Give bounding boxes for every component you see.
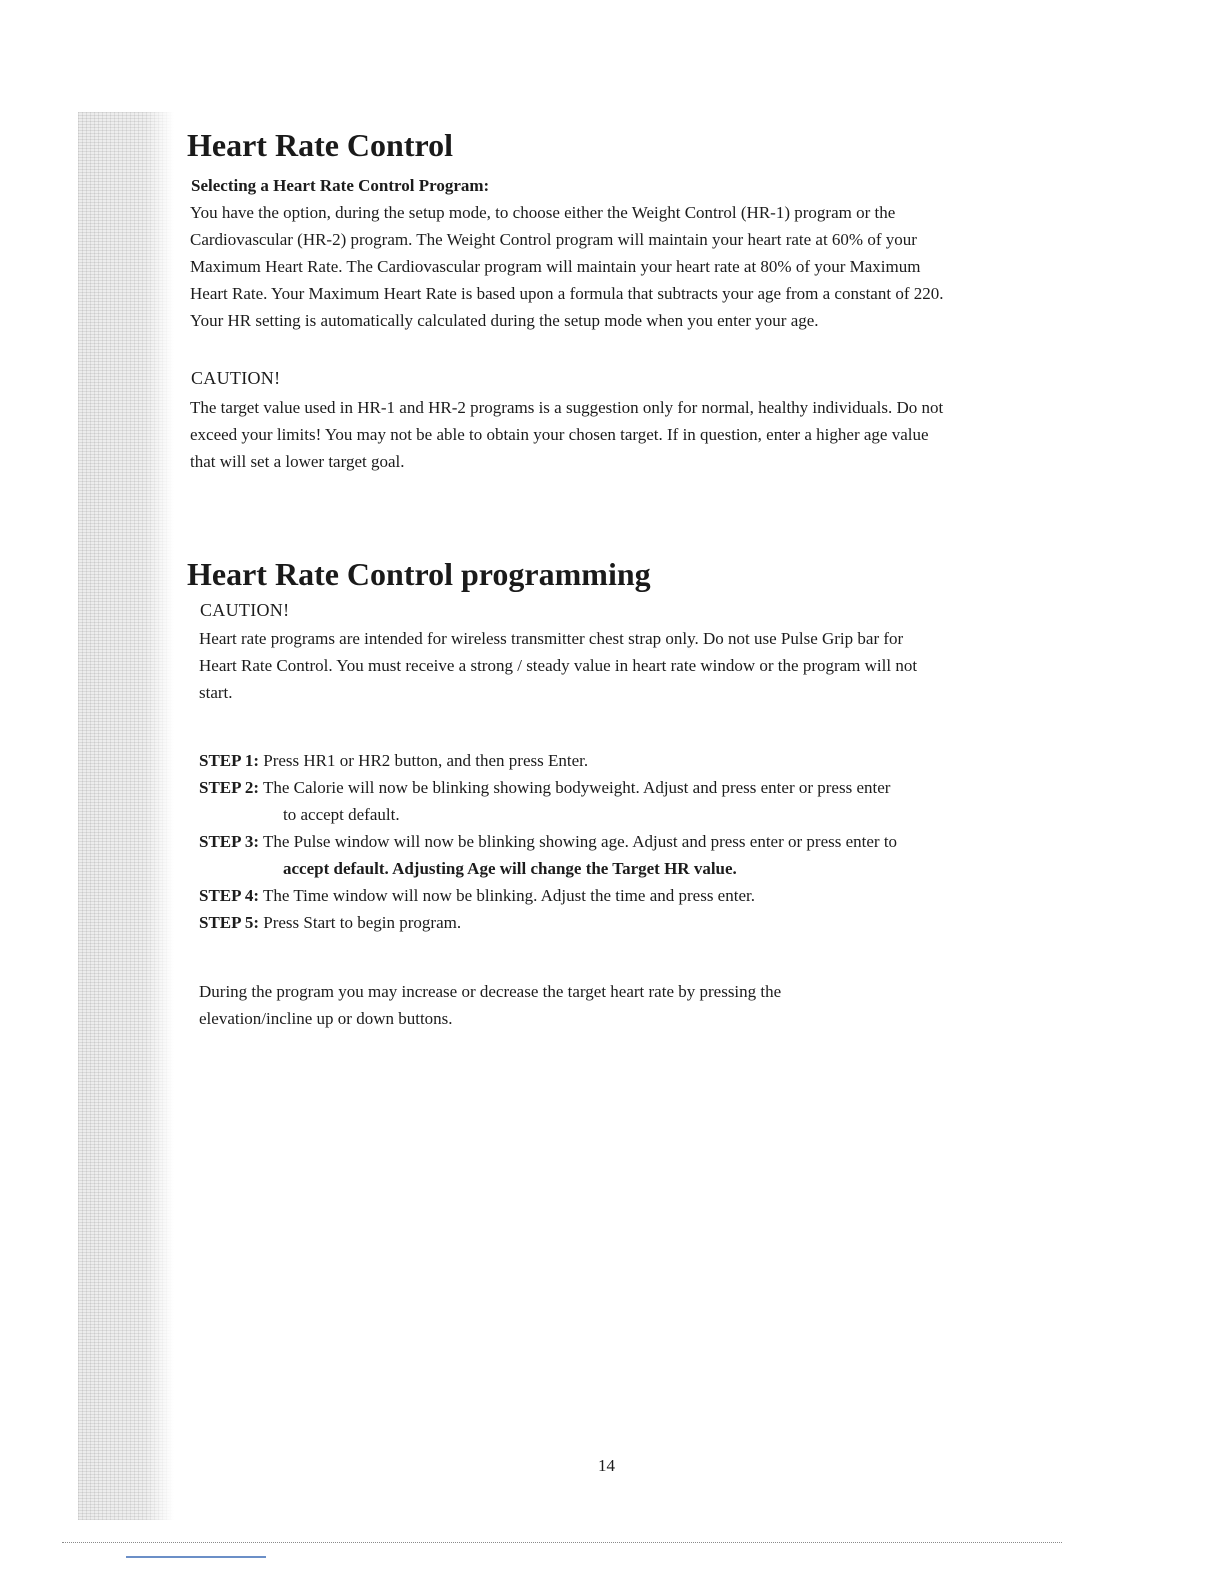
caution-line: The target value used in HR-1 and HR-2 programs is a suggestion only for normal, healthy individuals. Do not [190,398,944,417]
page-number: 14 [598,1456,615,1475]
paragraph-line: Heart Rate. Your Maximum Heart Rate is based upon a formula that subtracts your age from a constant of 220. [190,284,944,303]
closing-line: elevation/incline up or down buttons. [199,1009,453,1028]
caution-line: start. [199,683,233,702]
paragraph-line: Maximum Heart Rate. The Cardiovascular program will maintain your heart rate at 80% of your Maximum [190,257,921,276]
closing-line: During the program you may increase or decrease the target heart rate by pressing the [199,982,782,1001]
step-item [199,828,1179,855]
section2-caution-text [199,625,1179,706]
footer-rule [62,1542,1062,1543]
section1-caution-text [190,394,1190,475]
section-title-heart-rate-control: Heart Rate Control [187,127,453,163]
step-item [199,747,1179,774]
step-label: STEP 2: [199,778,259,797]
caution-line: Heart Rate Control. You must receive a strong / steady value in heart rate window or the program will not [199,656,918,675]
step-item [199,774,1179,801]
footer-mark [126,1556,266,1558]
paragraph-line: You have the option, during the setup mode, to choose either the Weight Control (HR-1) program or the [190,203,896,222]
caution-line: Heart rate programs are intended for wireless transmitter chest strap only. Do not use Pulse Grip bar for [199,629,904,648]
step-item [199,882,1179,909]
step-text: The Pulse window will now be blinking showing age. Adjust and press enter or press enter to [262,832,898,851]
section1-paragraph [190,199,1190,334]
section-title-hr-programming: Heart Rate Control programming [187,556,651,592]
step-label: STEP 3: [199,832,259,851]
step-text: The Time window will now be blinking. Adjust the time and press enter. [262,886,755,905]
step-item [199,909,1179,936]
caution-line: that will set a lower target goal. [190,452,405,471]
step-text: The Calorie will now be blinking showing bodyweight. Adjust and press enter or press enter [262,778,891,797]
step-continuation: to accept default. [283,805,400,824]
closing-paragraph [199,978,1179,1032]
step-label: STEP 4: [199,886,259,905]
paragraph-line: Your HR setting is automatically calculated during the setup mode when you enter your age. [190,311,819,330]
step-continuation-bold: accept default. Adjusting Age will change the Target HR value. [283,859,737,878]
scan-edge-strip [78,112,174,1520]
caution-label-1: CAUTION! [191,368,281,388]
step-text: Press HR1 or HR2 button, and then press Enter. [263,751,589,770]
step-text: Press Start to begin program. [263,913,462,932]
paragraph-line: Cardiovascular (HR-2) program. The Weight Control program will maintain your heart rate at 60% of your [190,230,917,249]
caution-label-2: CAUTION! [200,600,290,620]
step-label: STEP 5: [199,913,259,932]
caution-line: exceed your limits! You may not be able to obtain your chosen target. If in question, enter a higher age value [190,425,929,444]
step-label: STEP 1: [199,751,259,770]
subheading-selecting-program: Selecting a Heart Rate Control Program: [191,176,490,195]
steps-list [199,747,1179,936]
